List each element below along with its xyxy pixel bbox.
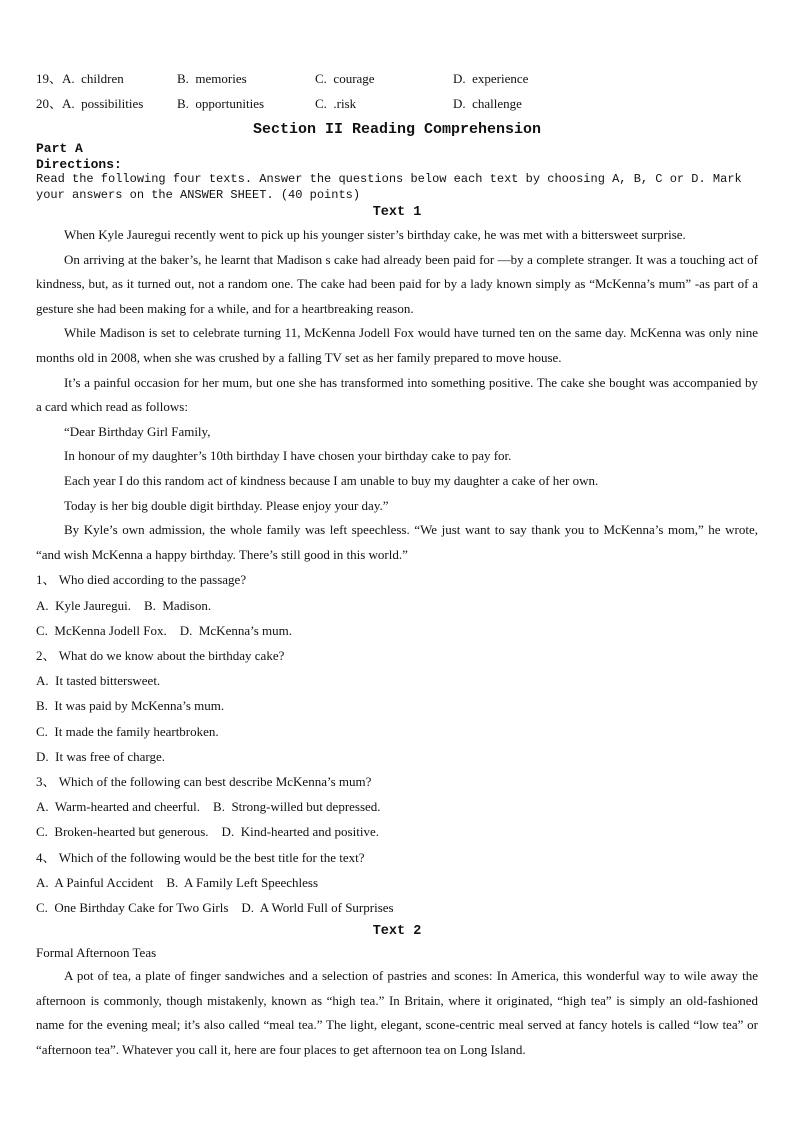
- text1-paragraph: By Kyle’s own admission, the whole family was left speechless. “We just want to say thank you to McKenna’s mom,” he wrote, “and wish McKenna a happy birthday. There’s still good in this world.”: [36, 522, 758, 562]
- question-2-option-d: D. It was free of charge.: [36, 748, 165, 764]
- question-number: 20、: [36, 96, 63, 111]
- question-3-options-ab: A. Warm-hearted and cheerful. B. Strong-willed but depressed.: [36, 799, 381, 815]
- text2-heading: Text 2: [372, 924, 422, 940]
- option-d: D. challenge: [453, 96, 522, 111]
- option-c: C. .risk: [315, 96, 357, 111]
- question-1-options-cd: C. McKenna Jodell Fox. D. McKenna’s mum.: [36, 622, 293, 638]
- part-label: Part A: [36, 141, 83, 156]
- option-a: A. children: [62, 71, 124, 86]
- question-4: 4、 Which of the following would be the best title for the text?: [36, 849, 365, 865]
- text1-card-line: Each year I do this random act of kindness because I am unable to buy my daughter a cake of her own.: [64, 472, 599, 488]
- question-2: 2、 What do we know about the birthday cake?: [36, 647, 285, 663]
- option-c: C. courage: [315, 71, 375, 86]
- text1-paragraph: On arriving at the baker’s, he learnt that Madison s cake had already been paid for —by a complete stranger. It was a touching act of kindness, but, as it turned out, not a random one. The cake had been paid for by a lady known simply as “McKenna’s mum” -as part of a gesture she had been making for a while, and for a heartbreaking reason.: [36, 251, 758, 316]
- text2-subtitle: Formal Afternoon Teas: [36, 945, 157, 961]
- question-3: 3、 Which of the following can best describe McKenna’s mum?: [36, 773, 372, 789]
- question-2-option-b: B. It was paid by McKenna’s mum.: [36, 698, 225, 714]
- cloze-options-block: [36, 66, 758, 116]
- question-2-option-a: A. It tasted bittersweet.: [36, 673, 161, 689]
- directions-label: Directions:: [36, 156, 122, 172]
- question-4-options-cd: C. One Birthday Cake for Two Girls D. A World Full of Surprises: [36, 899, 394, 915]
- cloze-19-number-and-option-a: [36, 66, 177, 91]
- question-1-options-ab: A. Kyle Jauregui. B. Madison.: [36, 597, 212, 613]
- question-2-option-c: C. It made the family heartbroken.: [36, 723, 219, 739]
- section-title: Section II Reading Comprehension: [252, 121, 542, 138]
- cloze-row-20: [36, 91, 758, 116]
- option-a: A. possibilities: [62, 96, 144, 111]
- question-1: 1、 Who died according to the passage?: [36, 572, 247, 588]
- question-4-options-ab: A. A Painful Accident B. A Family Left Speechless: [36, 874, 319, 890]
- option-d: D. experience: [453, 71, 529, 86]
- cloze-row-19: [36, 66, 758, 91]
- question-3-options-cd: C. Broken-hearted but generous. D. Kind-hearted and positive.: [36, 824, 379, 840]
- text1-card-line: In honour of my daughter’s 10th birthday I have chosen your birthday cake to pay for.: [64, 448, 512, 464]
- directions-text: Read the following four texts. Answer the questions below each text by choosing A, B, C or D. Mark your answers on the ANSWER SHEET. (40 points): [36, 172, 742, 202]
- text1-card-line: “Dear Birthday Girl Family,: [64, 423, 211, 439]
- text1-paragraph: It’s a painful occasion for her mum, but one she has transformed into something positive. The cake she bought was accompanied by a card which read as follows:: [36, 374, 758, 415]
- text1-paragraph: While Madison is set to celebrate turning 11, McKenna Jodell Fox would have turned ten on the same day. McKenna was only nine months old in 2008, when she was crushed by a falling TV set as her family prepared to move house.: [36, 325, 758, 365]
- text1-paragraph: When Kyle Jauregui recently went to pick up his younger sister’s birthday cake, he was met with a bittersweet surprise.: [64, 227, 686, 242]
- text2-paragraph: A pot of tea, a plate of finger sandwiches and a selection of pastries and scones: In America, this wonderful way to wile away the afternoon is commonly, though mistakenly, known as “high tea.” In Britain, where it originated, “high tea” is simply an old-fashioned name for the evening meal; it’s also called “meal tea.” The light, elegant, scone-centric meal served at fancy hotels is called “low tea” or “afternoon tea”. Whatever you call it, here are four places to get afternoon tea on Long Island.: [36, 968, 758, 1057]
- text1-heading: Text 1: [372, 205, 422, 220]
- cloze-20-number-and-option-a: [36, 91, 177, 116]
- text1-card-line: Today is her big double digit birthday. Please enjoy your day.”: [64, 497, 389, 513]
- option-b: B. memories: [177, 71, 247, 86]
- text1-questions-block: [36, 567, 758, 920]
- question-number: 19、: [36, 71, 63, 86]
- option-b: B. opportunities: [177, 96, 265, 111]
